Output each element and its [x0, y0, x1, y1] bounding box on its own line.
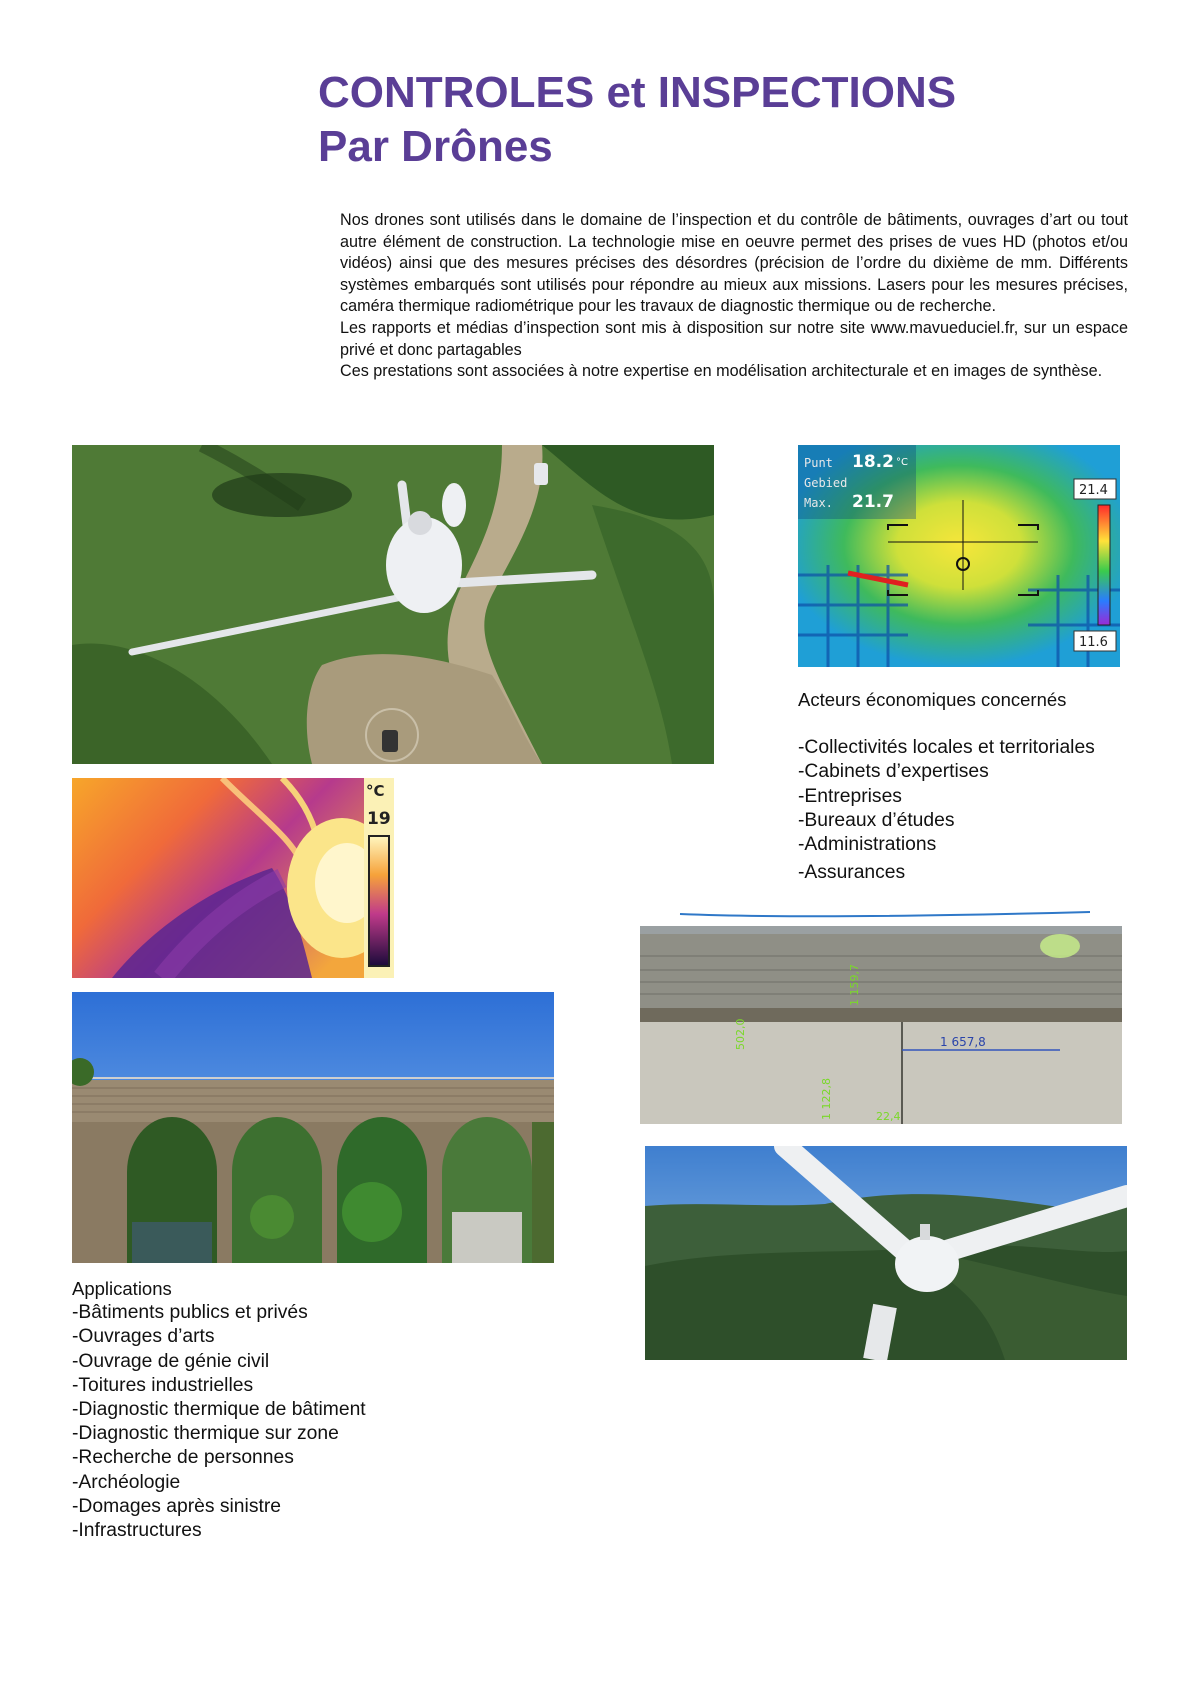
applications-item: -Recherche de personnes: [72, 1447, 294, 1469]
title-line-2: Par Drônes: [318, 122, 553, 171]
title-line-1: CONTROLES et INSPECTIONS: [318, 68, 957, 117]
wind-turbine-aerial-photo: [72, 445, 714, 764]
intro-paragraph-3: Ces prestations sont associées à notre expertise en modélisation architecturale et en images de synthèse.: [340, 362, 1103, 381]
thermal-scale-min: 11.6: [1079, 635, 1108, 650]
facade-measure-1: 1 657,8: [940, 1035, 986, 1049]
thermal-unit-label: °C: [896, 457, 908, 468]
applications-item: -Ouvrage de génie civil: [72, 1350, 270, 1372]
acteurs-item: -Cabinets d’expertises: [798, 761, 989, 783]
thermal-roof-image: [72, 778, 394, 978]
wind-turbine-forest-photo: [645, 1146, 1127, 1360]
thermal-max-label: Max.: [804, 496, 833, 510]
applications-heading: Applications: [72, 1278, 172, 1299]
thermal2-scale-value: 19: [367, 809, 391, 829]
viaduct-photo: [72, 992, 554, 1263]
acteurs-list: [798, 688, 1095, 885]
applications-item: -Toitures industrielles: [72, 1374, 254, 1396]
applications-item: -Infrastructures: [72, 1520, 202, 1542]
acteurs-item: -Assurances: [798, 862, 906, 884]
applications-item: -Ouvrages d’arts: [72, 1326, 215, 1348]
facade-measure-3: 502,0: [734, 1018, 747, 1050]
intro-text: [340, 210, 1128, 383]
thermal-punt-value: 18.2: [852, 452, 894, 472]
acteurs-item: -Administrations: [798, 834, 937, 856]
facade-measurement-image: [640, 908, 1122, 1124]
applications-item: -Archéologie: [72, 1471, 181, 1493]
applications-item: -Domages après sinistre: [72, 1495, 281, 1517]
thermal-punt-label: Punt: [804, 456, 833, 470]
acteurs-heading: Acteurs économiques concernés: [798, 689, 1067, 710]
thermal-scale-max: 21.4: [1079, 483, 1108, 498]
acteurs-item: -Entreprises: [798, 785, 902, 807]
page-title: [318, 66, 1098, 174]
intro-paragraph-2: Les rapports et médias d’inspection sont mis à disposition sur notre site www.mavueduciel.fr, sur un espace privé et donc partagables: [340, 318, 1128, 359]
intro-paragraph-1: Nos drones sont utilisés dans le domaine de l’inspection et du contrôle de bâtiments, ouvrages d’art ou tout autre élément de construction. La technologie mise en oeuvre permet des prises de vues HD (photos et/ou vidéos) ainsi que des mesures précises des désordres (précision de l’ordre du dixième de mm. Différents systèmes embarqués sont utilisés pour répondre au mieux aux missions. Lasers pour les mesures précises, caméra thermique radiométrique pour les travaux de diagnostic thermique ou de recherche.: [340, 211, 1128, 316]
thermal-camera-image: [798, 445, 1120, 667]
acteurs-item: -Bureaux d’études: [798, 809, 955, 831]
acteurs-item: -Collectivités locales et territoriales: [798, 737, 1095, 759]
facade-measure-2: 1 159,7: [848, 964, 861, 1006]
applications-item: -Diagnostic thermique sur zone: [72, 1423, 339, 1445]
facade-measure-5: 22,4: [876, 1110, 901, 1123]
applications-item: -Diagnostic thermique de bâtiment: [72, 1399, 366, 1421]
thermal2-unit-label: °C: [366, 782, 385, 800]
facade-measure-4: 1 122,8: [820, 1078, 833, 1120]
thermal-gebied-label: Gebied: [804, 476, 848, 490]
applications-list: [72, 1277, 366, 1543]
thermal-max-value: 21.7: [852, 492, 894, 512]
applications-item: -Bâtiments publics et privés: [72, 1302, 308, 1324]
